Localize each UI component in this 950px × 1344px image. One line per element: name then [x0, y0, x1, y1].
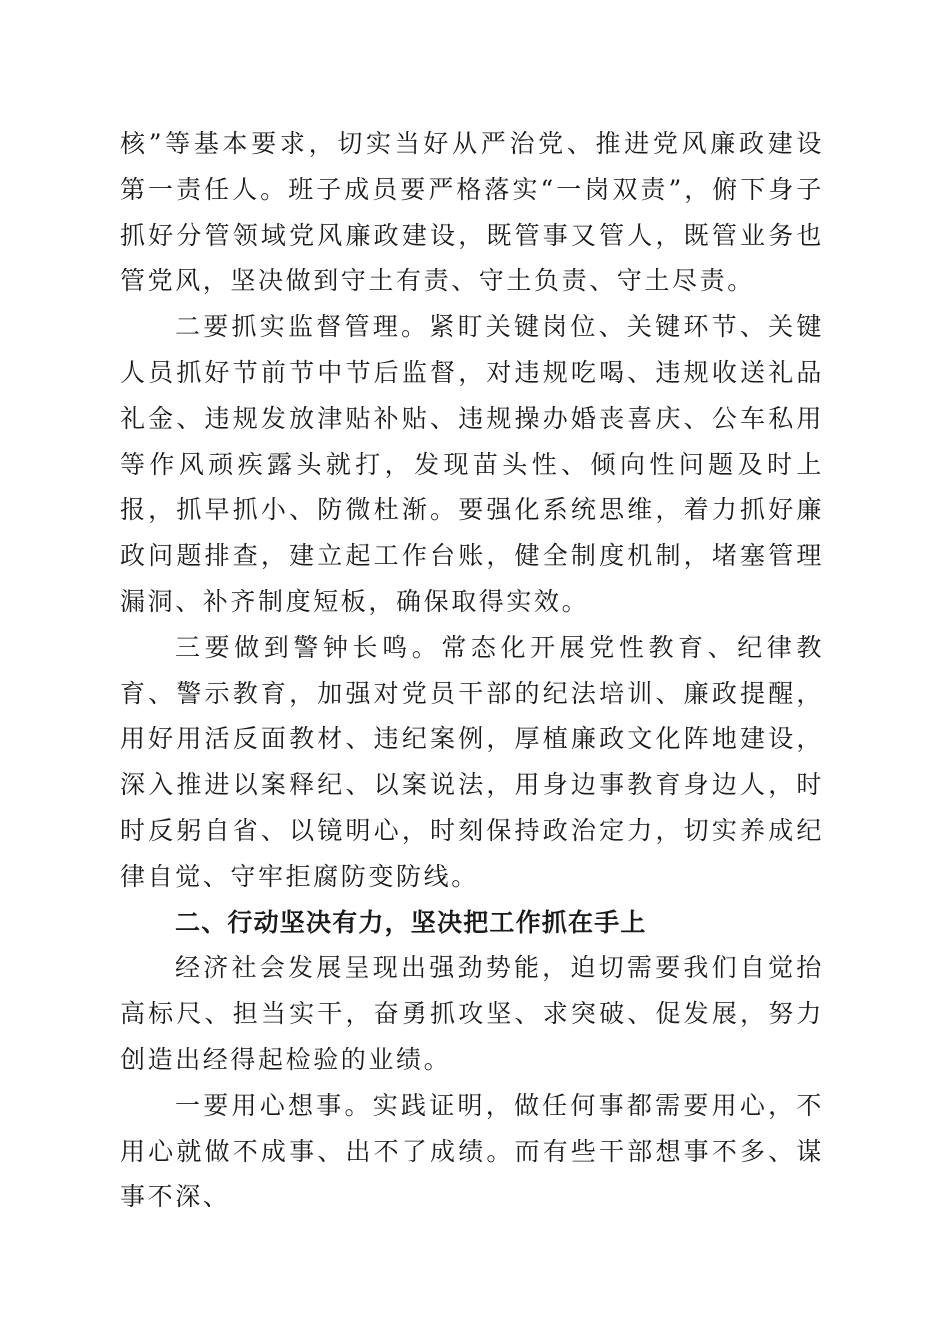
paragraph-warning-education: 三要做到警钟长鸣。常态化开展党性教育、纪律教育、警示教育，加强对党员干部的纪法培训、廉政提醒，用好用活反面教材、违纪案例，厚植廉政文化阵地建设，深入推进以案释纪、以案说法，用身边事教育身边人，时时反躬自省、以镜明心，时刻保持政治定力，切实养成纪律自觉、守牢拒腐防变防线。 — [120, 632, 824, 891]
paragraph-section-intro: 经济社会发展呈现出强劲势能，迫切需要我们自觉抬高标尺、担当实干，奋勇抓攻坚、求突破、促发展，努力创造出经得起检验的业绩。 — [120, 953, 824, 1074]
document-body — [120, 121, 824, 1220]
paragraph-thinking: 一要用心想事。实践证明，做任何事都需要用心，不用心就做不成事、出不了成绩。而有些干部想事不多、谋事不深、 — [120, 1090, 824, 1212]
paragraph-continuation: 核”等基本要求，切实当好从严治党、推进党风廉政建设第一责任人。班子成员要严格落实“一岗双责”，俯下身子抓好分管领域党风廉政建设，既管事又管人，既管业务也管党风，坚决做到守土有责、守土负责、守土尽责。 — [120, 129, 824, 296]
section-heading: 二、行动坚决有力，坚决把工作抓在手上 — [175, 907, 647, 937]
paragraph-supervision: 二要抓实监督管理。紧盯关键岗位、关键环节、关键人员抓好节前节中节后监督，对违规吃喝、违规收送礼品礼金、违规发放津贴补贴、违规操办婚丧喜庆、公车私用等作风顽疾露头就打，发现苗头性、倾向性问题及时上报，抓早抓小、防微杜渐。要强化系统思维，着力抓好廉政问题排查，建立起工作台账，健全制度机制，堵塞管理漏洞、补齐制度短板，确保取得实效。 — [120, 312, 824, 616]
